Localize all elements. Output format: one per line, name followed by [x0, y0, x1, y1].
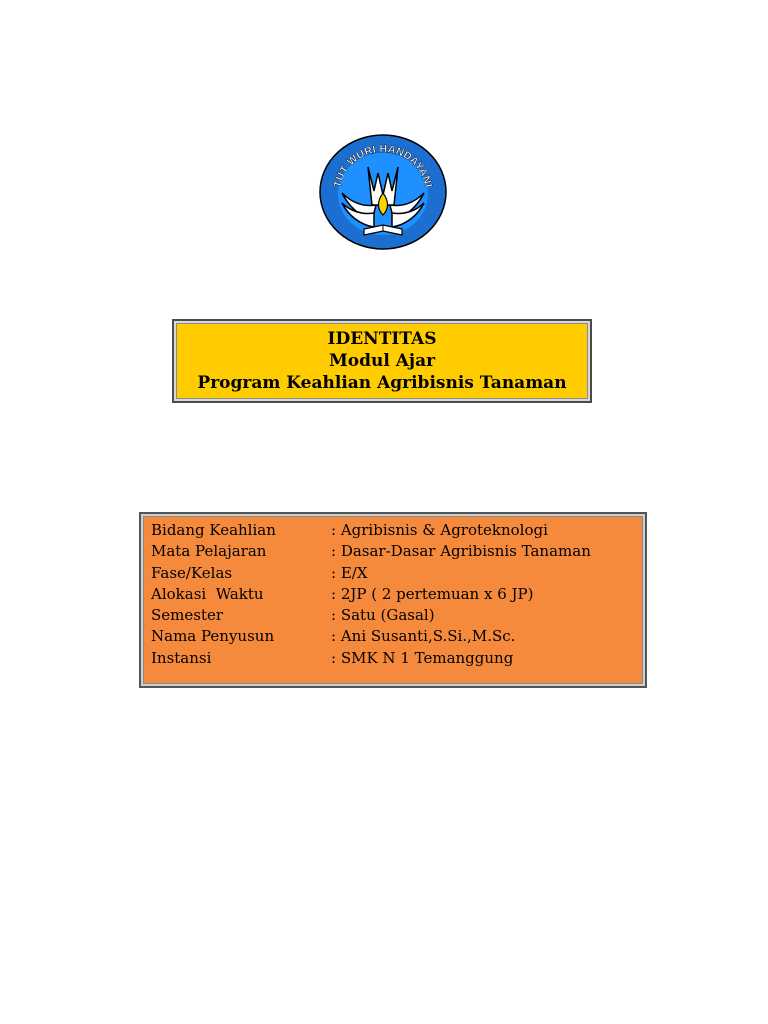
- info-label: Alokasi Waktu: [151, 584, 264, 603]
- info-label: Instansi: [151, 648, 212, 667]
- info-row-semester: [151, 605, 645, 626]
- title-box: [172, 319, 592, 403]
- title-program-keahlian: Program Keahlian Agribisnis Tanaman: [197, 373, 567, 393]
- title-modul-ajar: Modul Ajar: [328, 351, 436, 371]
- info-value: : Dasar-Dasar Agribisnis Tanaman: [331, 542, 591, 561]
- info-label: Mata Pelajaran: [151, 542, 267, 561]
- title-identitas: IDENTITAS: [327, 329, 437, 349]
- info-value: : SMK N 1 Temanggung: [331, 648, 514, 667]
- info-value: : Satu (Gasal): [331, 606, 435, 625]
- info-label: Bidang Keahlian: [151, 521, 276, 539]
- info-label: Fase/Kelas: [151, 563, 233, 582]
- info-row-fase-kelas: [151, 563, 645, 584]
- tut-wuri-handayani-logo: [318, 133, 448, 251]
- emblem-icon: [318, 133, 448, 251]
- info-value: : Ani Susanti,S.Si.,M.Sc.: [331, 627, 516, 646]
- info-label: Nama Penyusun: [151, 627, 275, 646]
- motto-text: TUT WURI HANDAYANI: [331, 142, 435, 189]
- info-row-alokasi-waktu: [151, 584, 645, 605]
- info-row-nama-penyusun: [151, 626, 645, 647]
- info-value: : Agribisnis & Agroteknologi: [331, 521, 548, 539]
- info-row-mata-pelajaran: [151, 541, 645, 562]
- info-row-instansi: [151, 648, 645, 669]
- info-value: : E/X: [331, 563, 368, 582]
- info-value: : 2JP ( 2 pertemuan x 6 JP): [331, 584, 534, 603]
- info-row-bidang-keahlian: [151, 520, 645, 541]
- info-label: Semester: [151, 606, 224, 625]
- identity-info-box: [139, 512, 647, 688]
